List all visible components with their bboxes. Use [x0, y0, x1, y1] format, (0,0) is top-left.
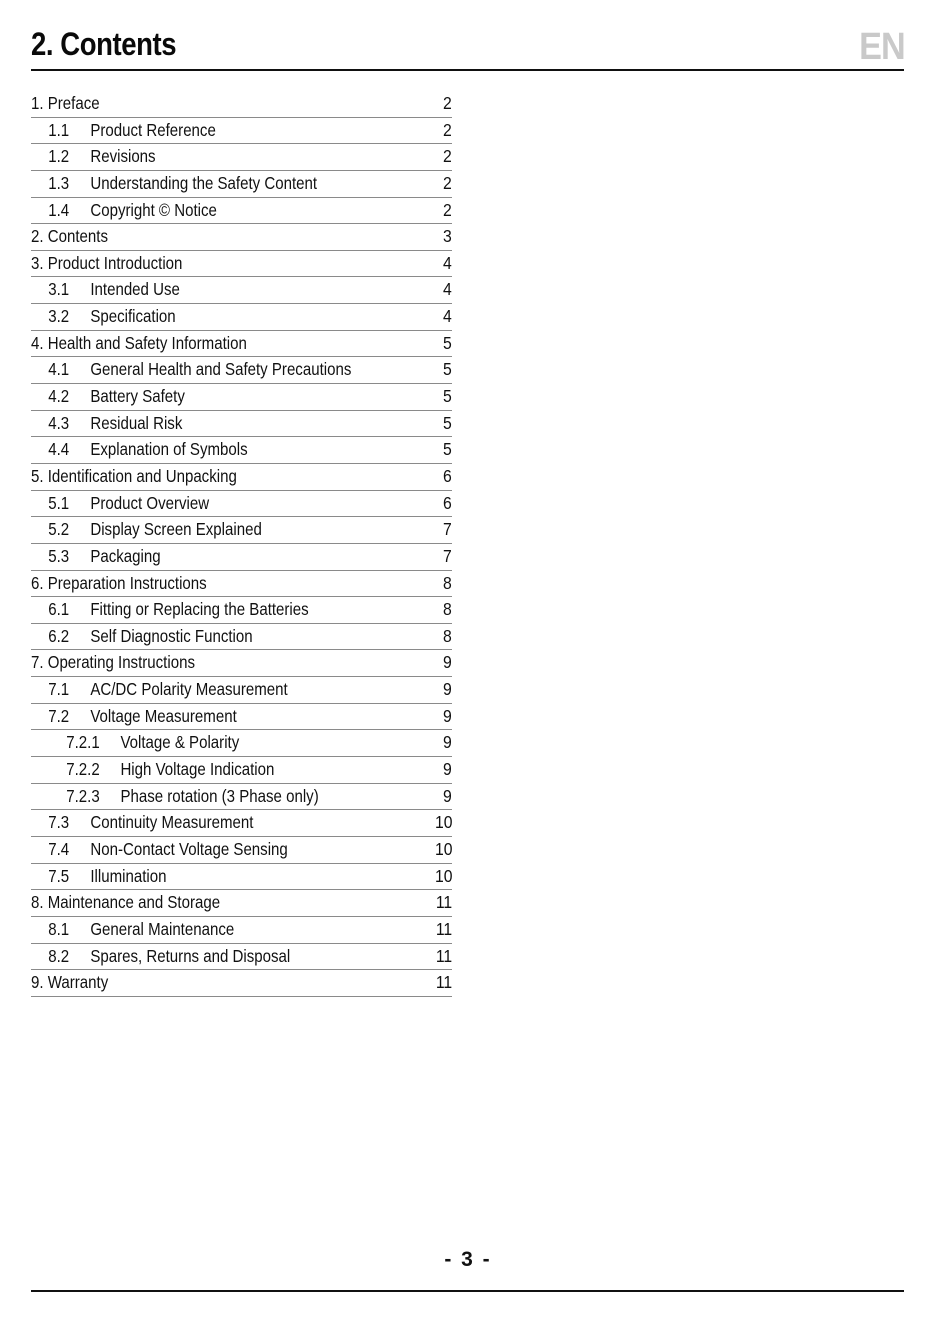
toc-subsection-entry[interactable]	[31, 118, 452, 145]
toc-entry-title: 8. Maintenance and Storage	[31, 892, 221, 913]
toc-page-number: 9	[443, 705, 452, 726]
toc-subsection-entry[interactable]	[31, 544, 452, 571]
toc-entry-label	[31, 571, 207, 597]
toc-entry-number: 8.2	[48, 945, 70, 966]
toc-entry-title: Phase rotation (3 Phase only)	[120, 785, 319, 806]
toc-page-number: 2	[443, 199, 452, 220]
toc-page-number: 3	[443, 226, 452, 247]
toc-subsection-entry[interactable]	[31, 277, 452, 304]
toc-entry-title: Continuity Measurement	[90, 812, 254, 833]
toc-entry-title: Battery Safety	[90, 386, 185, 407]
toc-subsection-entry[interactable]	[31, 677, 452, 704]
toc-section-entry[interactable]	[31, 650, 452, 677]
toc-entry-number: 7.2	[48, 705, 70, 726]
toc-subsection-entry[interactable]	[31, 304, 452, 331]
toc-entry-title: 7. Operating Instructions	[31, 652, 195, 673]
toc-entry-title: Product Overview	[90, 492, 210, 513]
toc-subsection-entry[interactable]	[31, 730, 452, 757]
toc-entry-title: Display Screen Explained	[90, 519, 262, 540]
toc-page-number: 5	[443, 359, 452, 380]
toc-subsection-entry[interactable]	[31, 411, 452, 438]
toc-page-number: 9	[443, 732, 452, 753]
toc-entry-number: 4.4	[48, 439, 70, 460]
toc-subsection-entry[interactable]	[31, 837, 452, 864]
toc-entry-number: 1.4	[48, 199, 70, 220]
toc-entry-number: 7.5	[48, 865, 70, 886]
toc-page-number: 9	[443, 785, 452, 806]
toc-page-number: 6	[443, 492, 452, 513]
toc-entry-label	[31, 464, 237, 490]
toc-entry-number: 5.3	[48, 545, 70, 566]
title-divider	[31, 69, 904, 71]
toc-entry-number: 7.2.3	[66, 785, 100, 806]
toc-entry-number: 3.2	[48, 306, 70, 327]
toc-section-entry[interactable]	[31, 890, 452, 917]
toc-page-number: 11	[435, 945, 452, 966]
toc-entry-label	[31, 650, 195, 676]
toc-entry-number: 7.2.2	[66, 759, 100, 780]
page-title: 2. Contents	[31, 26, 177, 62]
toc-subsection-entry[interactable]	[31, 171, 452, 198]
toc-entry-title: High Voltage Indication	[120, 759, 275, 780]
toc-entry-number: 4.2	[48, 386, 70, 407]
page-number: - 3 -	[444, 1248, 492, 1271]
toc-entry-number: 7.2.1	[66, 732, 100, 753]
toc-page-number: 5	[443, 439, 452, 460]
toc-entry-number: 3.1	[48, 279, 70, 300]
toc-entry-label	[31, 331, 247, 357]
toc-entry-title: 1. Preface	[31, 93, 100, 113]
toc-page-number: 10	[434, 812, 452, 833]
toc-entry-title: Self Diagnostic Function	[90, 625, 253, 646]
toc-page-number: 10	[434, 838, 452, 859]
toc-section-entry[interactable]	[31, 331, 452, 358]
toc-entry-title: 3. Product Introduction	[31, 252, 183, 273]
toc-entry-title: AC/DC Polarity Measurement	[90, 679, 288, 700]
toc-entry-label	[31, 91, 100, 117]
toc-section-entry[interactable]	[31, 224, 452, 251]
toc-subsection-entry[interactable]	[31, 517, 452, 544]
toc-page-number: 9	[443, 652, 452, 673]
toc-entry-number: 1.2	[48, 146, 70, 167]
toc-subsection-entry[interactable]	[31, 144, 452, 171]
toc-entry-number: 7.1	[48, 679, 70, 700]
toc-subsection-entry[interactable]	[31, 491, 452, 518]
toc-page-number: 5	[443, 412, 452, 433]
toc-entry-number: 5.1	[48, 492, 70, 513]
toc-entry-number: 4.1	[48, 359, 70, 380]
toc-page-number: 2	[443, 146, 452, 167]
toc-entry-title: Product Reference	[90, 119, 216, 140]
toc-entry-number: 1.3	[48, 172, 70, 193]
language-badge: EN	[859, 26, 905, 68]
toc-subsection-entry[interactable]	[31, 437, 452, 464]
toc-page-number: 4	[443, 306, 452, 327]
toc-subsection-entry[interactable]	[31, 624, 452, 651]
toc-entry-number: 8.1	[48, 918, 70, 939]
toc-entry-label	[31, 224, 108, 250]
toc-subsection-entry[interactable]	[31, 864, 452, 891]
toc-entry-title: 6. Preparation Instructions	[31, 572, 207, 593]
toc-entry-title: 2. Contents	[31, 226, 108, 247]
toc-section-entry[interactable]	[31, 251, 452, 278]
toc-subsection-entry[interactable]	[31, 597, 452, 624]
toc-entry-title: Fitting or Replacing the Batteries	[90, 599, 309, 620]
toc-entry-number: 6.1	[48, 599, 70, 620]
toc-page-number: 11	[435, 892, 452, 913]
toc-entry-title: Non-Contact Voltage Sensing	[90, 838, 288, 859]
toc-entry-label	[31, 970, 108, 996]
toc-section-entry[interactable]	[31, 91, 452, 118]
toc-entry-title: 9. Warranty	[31, 972, 109, 993]
toc-entry-title: Explanation of Symbols	[90, 439, 248, 460]
toc-section-entry[interactable]	[31, 571, 452, 598]
toc-page-number: 2	[443, 172, 452, 193]
footer-divider	[31, 1290, 904, 1292]
toc-subsection-entry[interactable]	[31, 784, 452, 811]
toc-entry-number: 6.2	[48, 625, 70, 646]
toc-subsection-entry[interactable]	[31, 384, 452, 411]
toc-page-number: 8	[443, 572, 452, 593]
toc-page-number: 2	[443, 119, 452, 140]
toc-entry-title: 4. Health and Safety Information	[31, 332, 247, 353]
toc-page-number: 2	[443, 93, 452, 113]
toc-subsection-entry[interactable]	[31, 810, 452, 837]
toc-page-number: 9	[443, 679, 452, 700]
toc-entry-title: Intended Use	[90, 279, 180, 300]
toc-entry-title: Voltage & Polarity	[120, 732, 240, 753]
toc-entry-title: Packaging	[90, 545, 161, 566]
toc-entry-title: 5. Identification and Unpacking	[31, 465, 237, 486]
toc-entry-title: Copyright © Notice	[90, 199, 217, 220]
toc-entry-title: General Health and Safety Precautions	[90, 359, 352, 380]
toc-entry-number: 5.2	[48, 519, 70, 540]
toc-page-number: 4	[443, 279, 452, 300]
toc-page-number: 7	[443, 519, 452, 540]
toc-page-number: 9	[443, 759, 452, 780]
toc-page-number: 10	[434, 865, 452, 886]
toc-page-number: 11	[435, 918, 452, 939]
toc-subsection-entry[interactable]	[31, 757, 452, 784]
toc-page-number: 5	[443, 386, 452, 407]
toc-page-number: 7	[443, 545, 452, 566]
toc-entry-title: Voltage Measurement	[90, 705, 237, 726]
toc-page-number: 4	[443, 252, 452, 273]
toc-entry-number: 7.4	[48, 838, 70, 859]
toc-entry-number: 1.1	[48, 119, 70, 140]
toc-subsection-entry[interactable]	[31, 357, 452, 384]
toc-entry-label	[31, 890, 220, 916]
toc-subsection-entry[interactable]	[31, 944, 452, 971]
toc-entry-title: Revisions	[90, 146, 156, 167]
toc-entry-title: General Maintenance	[90, 918, 235, 939]
toc-subsection-entry[interactable]	[31, 917, 452, 944]
toc-page-number: 8	[443, 599, 452, 620]
toc-page-number: 11	[435, 972, 452, 993]
toc-subsection-entry[interactable]	[31, 198, 452, 225]
toc-entry-label	[31, 251, 182, 277]
toc-entry-number: 4.3	[48, 412, 70, 433]
toc-section-entry[interactable]	[31, 464, 452, 491]
toc-subsection-entry[interactable]	[31, 704, 452, 731]
toc-page-number: 6	[443, 465, 452, 486]
toc-entry-title: Spares, Returns and Disposal	[90, 945, 291, 966]
table-of-contents	[31, 91, 452, 997]
toc-page-number: 5	[443, 332, 452, 353]
toc-entry-title: Specification	[90, 306, 176, 327]
toc-section-entry[interactable]	[31, 970, 452, 997]
toc-page-number: 8	[443, 625, 452, 646]
toc-entry-title: Residual Risk	[90, 412, 183, 433]
toc-entry-number: 7.3	[48, 812, 70, 833]
toc-entry-title: Illumination	[90, 865, 167, 886]
toc-entry-title: Understanding the Safety Content	[90, 172, 318, 193]
